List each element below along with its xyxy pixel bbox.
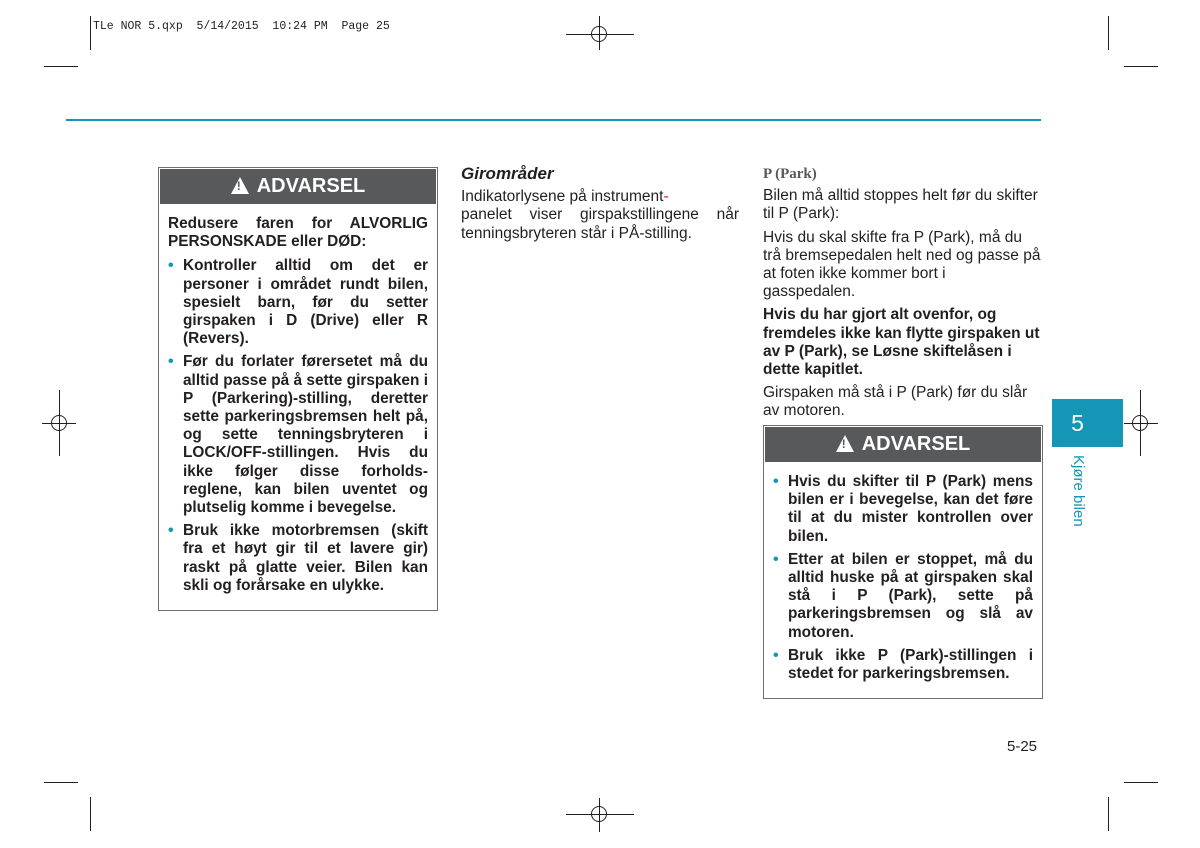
header-rule: [66, 119, 1041, 121]
park-heading: P (Park): [763, 166, 817, 182]
warning-header: [765, 427, 1041, 462]
warning-item: • Kontroller alltid om det er personer i området rundt bilen, spesielt barn, før du setter girspaken i D (Drive) eller R (Revers).: [168, 257, 428, 348]
right-column: [763, 165, 1041, 426]
warning-item: • Hvis du skifter til P (Park) mens bilen er i bevegelse, kan det føre til at du mister kontrollen over bilen.: [773, 473, 1033, 546]
chapter-tab: [1052, 399, 1123, 447]
warning-header: [160, 169, 436, 204]
park-paragraph-3: Hvis du har gjort alt ovenfor, og fremdeles ikke kan flytte girspaken ut av P (Park), se Løsne skiftelåsen i dette kapitlet.: [763, 306, 1040, 379]
warning-item: • Etter at bilen er stoppet, må du alltid huske på at girspaken skal stå i P (Park), sette på parkeringsbremsen og slå av motoren.: [773, 551, 1033, 642]
paragraph-text: Indikatorlysene på instrument: [461, 188, 664, 206]
warning-body: [764, 463, 1042, 698]
paragraph-text: panelet viser girspakstillingene når tenningsbryteren står i PÅ-stilling.: [461, 206, 739, 242]
park-paragraph-2: Hvis du skal skifte fra P (Park), må du trå bremsepedalen helt ned og passe på at foten ikke kommer bort i gasspedalen.: [763, 228, 1041, 301]
hyphen-mark: -: [663, 188, 669, 206]
middle-column: [461, 165, 739, 248]
page-number: 5-25: [1007, 738, 1038, 755]
warning-list: [168, 257, 428, 595]
warning-title: ADVARSEL: [256, 175, 366, 197]
chapter-label: Kjøre bilen: [1070, 455, 1087, 527]
park-paragraph-4: Girspaken må stå i P (Park) før du slår av motoren.: [763, 384, 1028, 420]
chapter-number: 5: [1071, 409, 1084, 436]
warning-item: • Bruk ikke P (Park)-stillingen i stedet for parkeringsbremsen.: [773, 647, 1033, 683]
warning-item: [168, 353, 428, 517]
section-paragraph: [461, 188, 739, 243]
warning-intro: Redusere faren for ALVORLIG PERSONSKADE eller DØD:: [168, 215, 428, 251]
warning-item-text: Før du forlater førersetet må du alltid passe på å sette girspaken i P (Parkering)-stilling, deretter sette parkeringsbremsen helt på, og sette tenningsbryteren i LOCK/OFF-stillingen. Hvis du ikke følger disse forholds-: [183, 353, 428, 480]
warning-triangle-icon: [836, 435, 854, 452]
print-slug: TLe NOR 5.qxp 5/14/2015 10:24 PM Page 25: [93, 20, 390, 33]
section-heading: Girområder: [461, 164, 554, 183]
warning-body: [159, 205, 437, 610]
warning-box-right: [763, 425, 1043, 699]
warning-item-continuation: reglene, kan bilen uventet og plutselig komme i bevegelse.: [183, 480, 428, 517]
warning-title: ADVARSEL: [861, 433, 971, 455]
warning-list: [773, 473, 1033, 683]
warning-item: • Bruk ikke motorbremsen (skift fra et høyt gir til et lavere gir) raskt på glatte veier. Bilen kan skli og forårsake en ulykke.: [168, 522, 428, 595]
park-paragraph-1: Bilen må alltid stoppes helt før du skifter til P (Park):: [763, 187, 1038, 223]
warning-box-left: [158, 167, 438, 611]
warning-triangle-icon: [231, 177, 249, 194]
